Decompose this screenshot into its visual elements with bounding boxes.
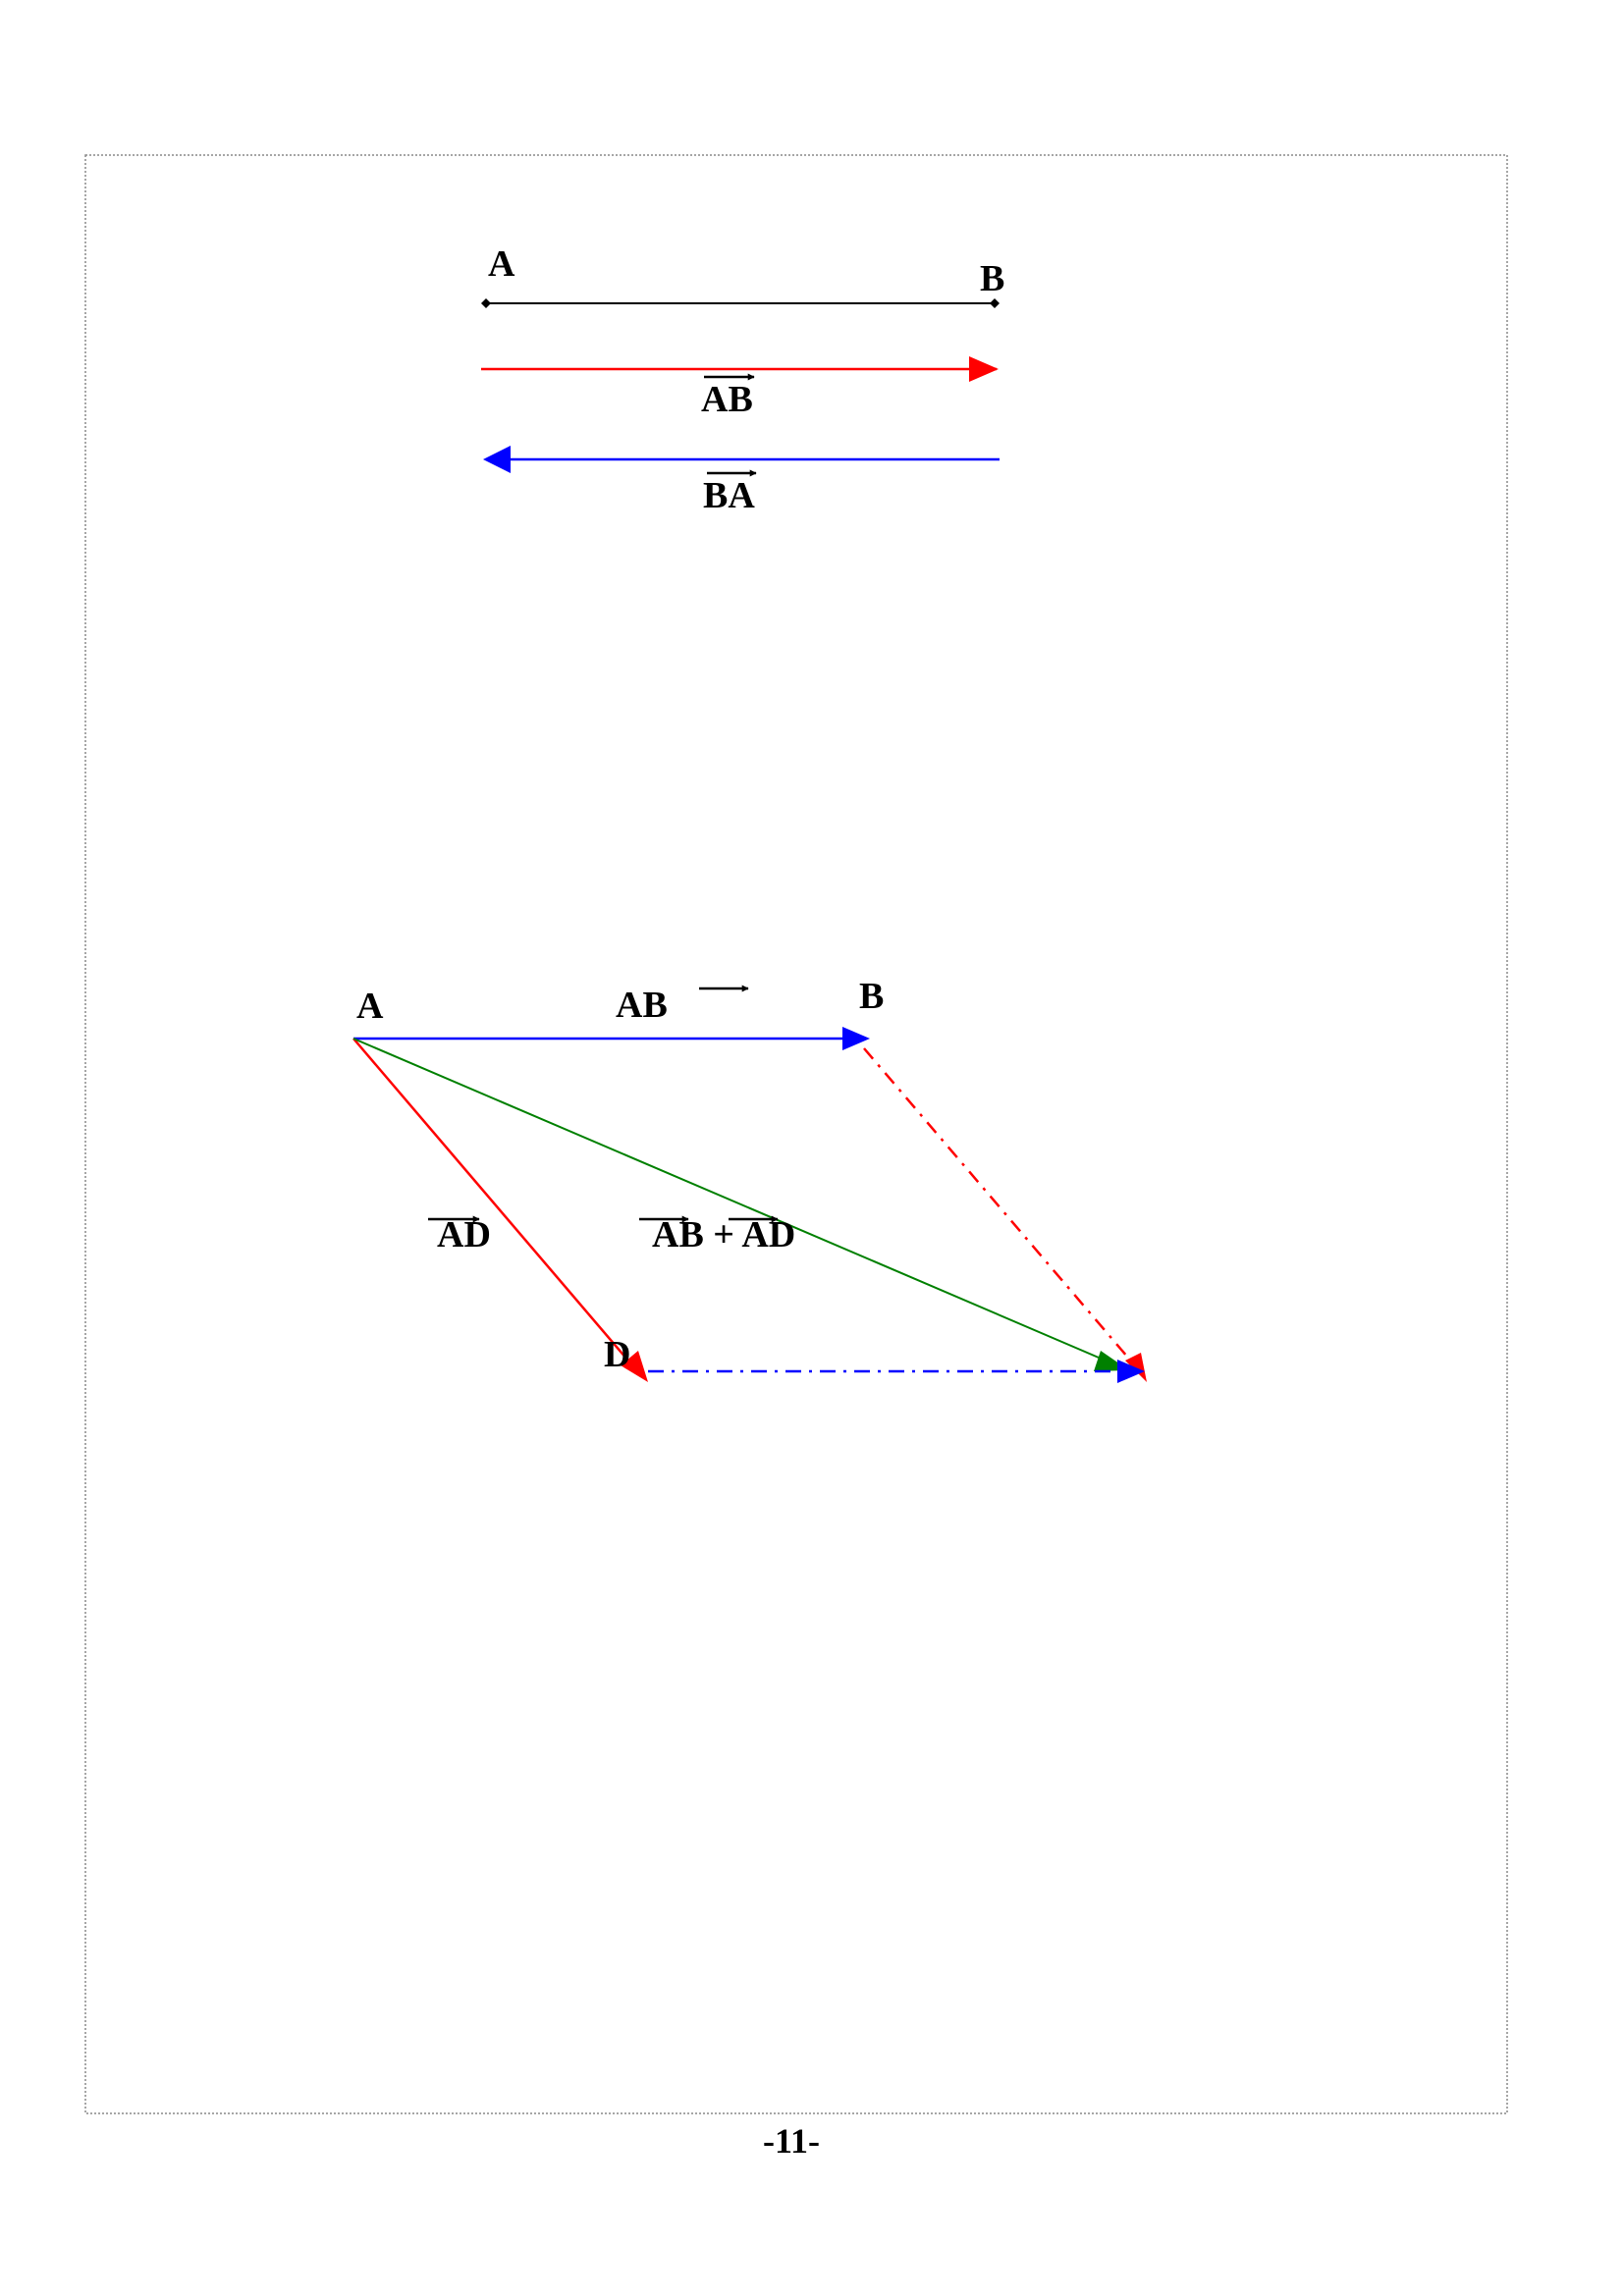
label-vector-ad: AD xyxy=(437,1214,491,1255)
vector-ad xyxy=(353,1039,638,1372)
figure-parallelogram-rule xyxy=(353,976,1147,1383)
label-vector-ba: BA xyxy=(703,475,755,516)
sum-left-term: AB xyxy=(652,1214,704,1255)
vector-ab-arrowhead xyxy=(842,1027,870,1050)
label-point-b2: B xyxy=(859,976,885,1017)
figure-segment-vectors xyxy=(481,243,1004,516)
sum-right-term: AD xyxy=(741,1214,796,1255)
page-frame xyxy=(85,155,1507,2113)
label-point-a2: A xyxy=(356,986,384,1027)
vector-sum-ac xyxy=(353,1039,1119,1366)
label-point-b: B xyxy=(980,258,1005,299)
vector-ba-arrowhead xyxy=(483,446,511,473)
label-vector-ab2: AB xyxy=(616,985,668,1026)
segment-endpoint-b xyxy=(990,298,1000,308)
sum-operator: + xyxy=(703,1214,742,1255)
vector-ab-arrowhead xyxy=(969,356,999,382)
vector-bc-dashed xyxy=(864,1048,1139,1370)
label-point-a: A xyxy=(488,243,515,285)
segment-endpoint-a xyxy=(481,298,491,308)
page-number: -11- xyxy=(763,2121,820,2161)
label-vector-ab: AB xyxy=(701,379,753,420)
label-vector-sum xyxy=(652,1214,795,1255)
label-point-d: D xyxy=(604,1334,631,1375)
